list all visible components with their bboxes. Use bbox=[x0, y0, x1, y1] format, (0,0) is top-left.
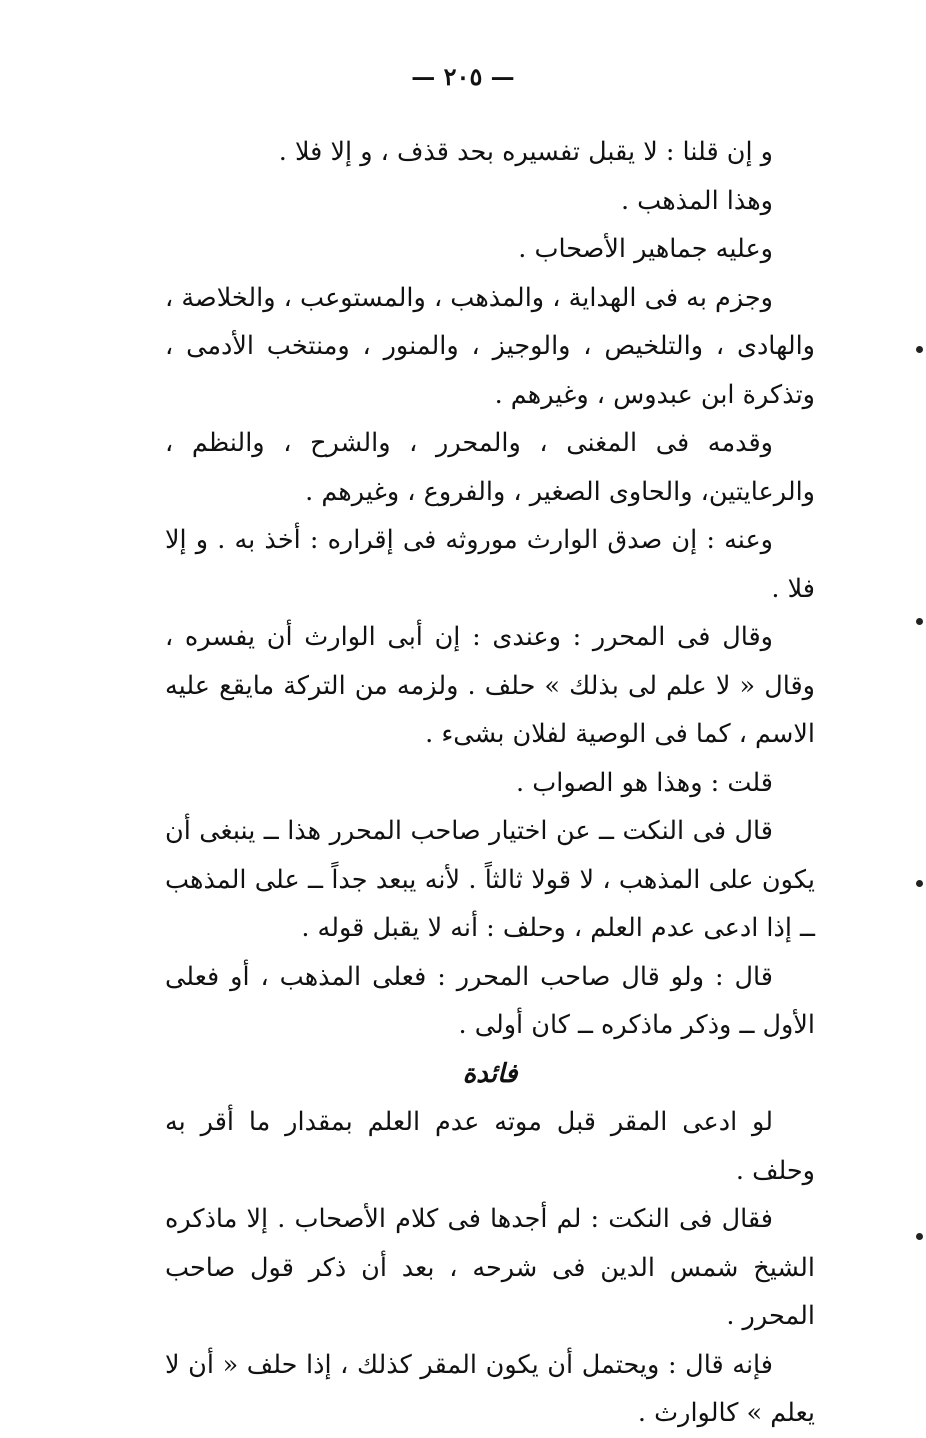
margin-mark bbox=[916, 880, 923, 887]
section-heading: فائدة bbox=[462, 1058, 518, 1089]
text-body bbox=[165, 128, 815, 1438]
paragraph-6: وعنه : إن صدق الوارث موروثه فى إقراره : أخذ به . و إلا فلا . bbox=[165, 525, 815, 604]
paragraph-4: وجزم به فى الهداية ، والمذهب ، والمستوعب ، والخلاصة ، والهادى ، والتلخيص ، والوجيز ، والمنور ، ومنتخب الأدمى ، وتذكرة ابن عبدوس ، وغيرهم . bbox=[165, 282, 815, 410]
page-number: — ٢٠٥ — bbox=[411, 62, 515, 91]
paragraph-1: و إن قلنا : لا يقبل تفسيره بحد قذف ، و إلا فلا . bbox=[278, 137, 773, 167]
margin-mark bbox=[916, 618, 923, 625]
paragraph-12: فقال فى النكت : لم أجدها فى كلام الأصحاب . إلا ماذكره الشيخ شمس الدين فى شرحه ، بعد أن ذكر قول صاحب المحرر . bbox=[165, 1204, 815, 1331]
margin-mark bbox=[916, 346, 923, 353]
paragraph-5: وقدمه فى المغنى ، والمحرر ، والشرح ، والنظم ، والرعايتين، والحاوى الصغير ، والفروع ، وغيرهم . bbox=[165, 428, 815, 507]
paragraph-13: فإنه قال : ويحتمل أن يكون المقر كذلك ، إذا حلف « أن لا يعلم » كالوارث . bbox=[165, 1349, 815, 1428]
paragraph-2: وهذا المذهب . bbox=[620, 185, 773, 216]
paragraph-7: وقال فى المحرر : وعندى : إن أبى الوارث أن يفسره ، وقال « لا علم لى بذلك » حلف . ولزمه من التركة مايقع عليه الاسم ، كما فى الوصية لفلان بشىء . bbox=[165, 622, 815, 749]
paragraph-3: وعليه جماهير الأصحاب . bbox=[518, 234, 773, 264]
paragraph-9: قال فى النكت ــ عن اختيار صاحب المحرر هذا ــ ينبغى أن يكون على المذهب ، لا قولا ثالثاً . لأنه يبعد جداً ــ على المذهب ــ إذا ادعى عدم العلم ، وحلف : أنه لا يقبل قوله . bbox=[165, 816, 815, 943]
paragraph-11: لو ادعى المقر قبل موته عدم العلم بمقدار ما أقر به وحلف . bbox=[165, 1107, 815, 1186]
paragraph-10: قال : ولو قال صاحب المحرر : فعلى المذهب ، أو فعلى الأول ــ وذكر ماذكره ــ كان أولى . bbox=[165, 961, 815, 1040]
paragraph-8: قلت : وهذا هو الصواب . bbox=[516, 767, 773, 798]
margin-mark bbox=[916, 1233, 923, 1240]
